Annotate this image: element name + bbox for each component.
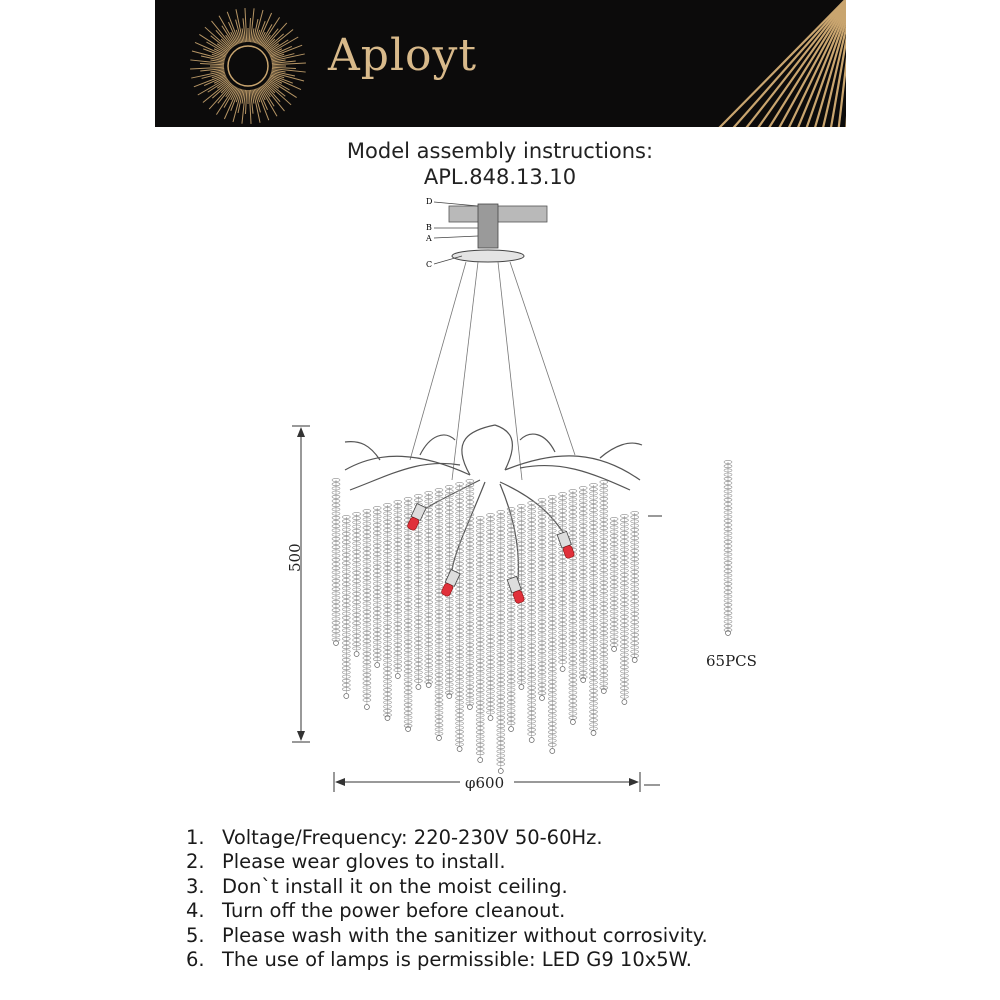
brand-banner: [155, 0, 846, 127]
callout-b: B: [426, 223, 432, 232]
height-label: 500: [286, 543, 304, 572]
callout-d: D: [426, 197, 433, 206]
note-item: 2. Please wear gloves to install.: [186, 850, 506, 874]
callout-c: C: [426, 260, 433, 269]
diameter-label: φ600: [465, 774, 505, 792]
note-item: 5. Please wash with the sanitizer without corrosivity.: [186, 923, 708, 947]
parts-count-label: 65PCS: [706, 652, 757, 670]
chandelier-drawing: [0, 190, 1000, 810]
instructions-title: Model assembly instructions:: [346, 139, 654, 163]
note-item: 4. Turn off the power before cleanout.: [186, 899, 566, 923]
note-item: 1. Voltage/Frequency: 220-230V 50-60Hz.: [186, 826, 603, 849]
ceiling-mount: [425, 197, 547, 269]
sunburst-logo-graphic: [155, 0, 846, 127]
sun-logo-icon: [228, 46, 268, 86]
suspension-cables: [410, 262, 575, 480]
callout-a: A: [426, 234, 432, 243]
single-crystal-strand: [724, 460, 732, 635]
crystal-strands: [332, 478, 639, 773]
safety-notes-list: [186, 826, 708, 972]
brand-logo-text: Aployt: [328, 30, 478, 81]
model-number: APL.848.13.10: [423, 165, 577, 189]
height-dimension: [292, 426, 310, 742]
note-item: 3. Don`t install it on the moist ceiling.: [186, 874, 568, 898]
note-item: 6. The use of lamps is permissible: LED G9 10x5W.: [186, 948, 692, 972]
